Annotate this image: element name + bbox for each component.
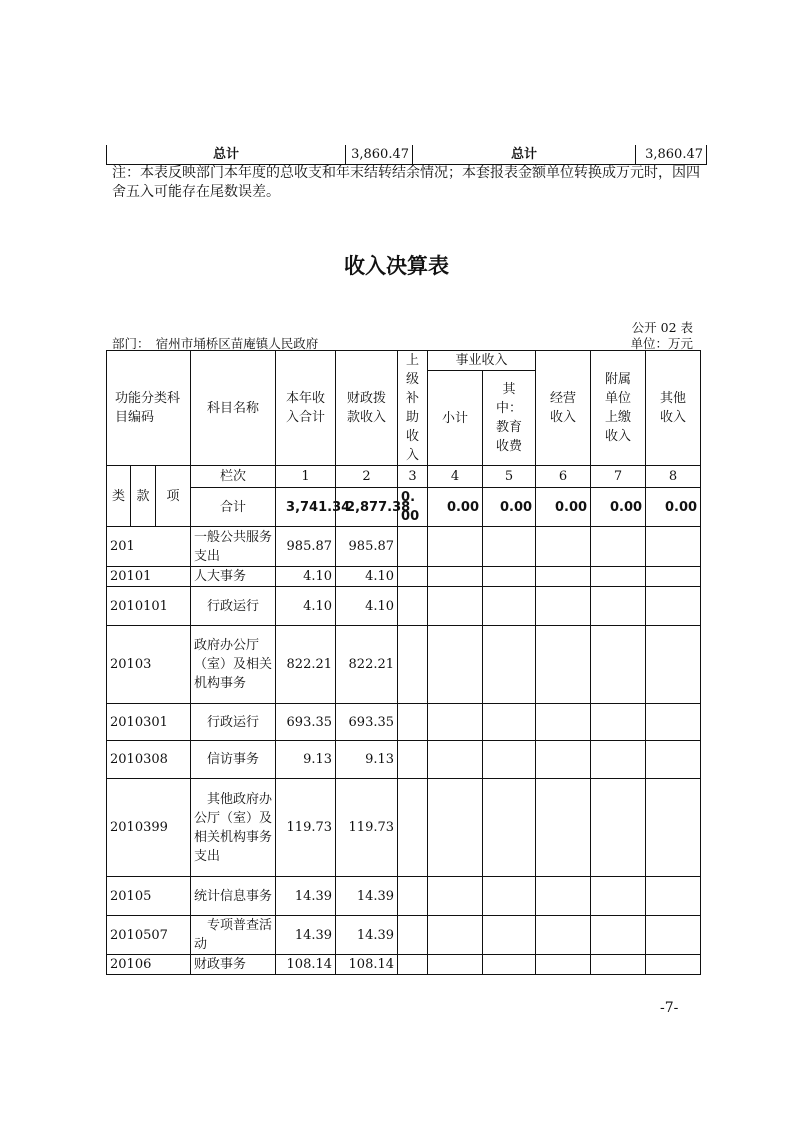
income-table <box>106 350 701 975</box>
row-fiscal: 119.73 <box>336 779 398 877</box>
row-name: 专项普查活动 <box>191 916 276 955</box>
empty-cell <box>483 955 536 975</box>
row-total: 4.10 <box>276 567 336 587</box>
header-total: 本年收入合计 <box>276 351 336 466</box>
row-total: 9.13 <box>276 741 336 779</box>
total-value: 0.00 <box>646 488 701 527</box>
empty-cell <box>646 877 701 916</box>
row-code: 2010301 <box>107 704 191 741</box>
empty-cell <box>398 741 428 779</box>
column-number: 6 <box>536 466 591 488</box>
header-subtotal: 小计 <box>428 371 483 466</box>
row-name: 一般公共服务支出 <box>191 527 276 567</box>
row-code: 20101 <box>107 567 191 587</box>
row-fiscal: 693.35 <box>336 704 398 741</box>
total-value: 2,877.38 <box>336 488 398 527</box>
empty-cell <box>483 916 536 955</box>
row-code: 2010399 <box>107 779 191 877</box>
empty-cell <box>591 741 646 779</box>
row-code: 2010101 <box>107 587 191 626</box>
column-number: 2 <box>336 466 398 488</box>
empty-cell <box>428 741 483 779</box>
empty-cell <box>646 741 701 779</box>
empty-cell <box>591 567 646 587</box>
row-total: 14.39 <box>276 916 336 955</box>
column-number: 4 <box>428 466 483 488</box>
header-name: 科目名称 <box>191 351 276 466</box>
empty-cell <box>536 741 591 779</box>
table-row <box>107 877 701 916</box>
header-business: 事业收入 <box>428 351 536 371</box>
table-row <box>107 741 701 779</box>
table-row <box>107 779 701 877</box>
empty-cell <box>536 587 591 626</box>
empty-cell <box>398 955 428 975</box>
total-value: 0.00 <box>428 488 483 527</box>
row-total: 693.35 <box>276 704 336 741</box>
header-lei: 类 <box>107 466 131 527</box>
empty-cell <box>536 916 591 955</box>
column-number: 1 <box>276 466 336 488</box>
empty-cell <box>591 527 646 567</box>
empty-cell <box>536 877 591 916</box>
row-fiscal: 985.87 <box>336 527 398 567</box>
empty-cell <box>536 567 591 587</box>
row-fiscal: 4.10 <box>336 587 398 626</box>
table-row <box>107 704 701 741</box>
total-value: 0.00 <box>591 488 646 527</box>
row-total: 108.14 <box>276 955 336 975</box>
row-name: 行政运行 <box>191 587 276 626</box>
total-row-label: 合计 <box>191 488 276 527</box>
page-title: 收入决算表 <box>344 254 449 278</box>
empty-cell <box>591 877 646 916</box>
row-fiscal: 108.14 <box>336 955 398 975</box>
header-code: 功能分类科目编码 <box>107 351 191 466</box>
row-code: 201 <box>107 527 191 567</box>
row-name: 行政运行 <box>191 704 276 741</box>
header-operating: 经营收入 <box>536 351 591 466</box>
empty-cell <box>646 916 701 955</box>
total-value-right: 3,860.47 <box>636 145 707 165</box>
table-row <box>107 955 701 975</box>
page-number: -7- <box>660 1000 679 1016</box>
row-code: 20106 <box>107 955 191 975</box>
row-fiscal: 4.10 <box>336 567 398 587</box>
total-value: 0.00 <box>398 488 428 527</box>
footnote: 注：本表反映部门本年度的总收支和年末结转结余情况；本套报表金额单位转换成万元时，因四舍五入可能存在尾数误差。 <box>112 165 700 200</box>
empty-cell <box>591 704 646 741</box>
empty-cell <box>428 916 483 955</box>
row-code: 20103 <box>107 626 191 704</box>
empty-cell <box>428 779 483 877</box>
column-number: 5 <box>483 466 536 488</box>
row-total: 119.73 <box>276 779 336 877</box>
empty-cell <box>646 587 701 626</box>
header-xiang: 项 <box>156 466 191 527</box>
empty-cell <box>428 877 483 916</box>
empty-cell <box>483 567 536 587</box>
empty-cell <box>398 567 428 587</box>
empty-cell <box>646 704 701 741</box>
empty-cell <box>398 779 428 877</box>
empty-cell <box>536 527 591 567</box>
row-fiscal: 14.39 <box>336 916 398 955</box>
empty-cell <box>483 779 536 877</box>
total-value: 0.00 <box>536 488 591 527</box>
row-name: 财政事务 <box>191 955 276 975</box>
empty-cell <box>646 567 701 587</box>
row-name: 统计信息事务 <box>191 877 276 916</box>
table-row <box>107 587 701 626</box>
row-name: 人大事务 <box>191 567 276 587</box>
row-total: 985.87 <box>276 527 336 567</box>
empty-cell <box>398 626 428 704</box>
header-affiliated: 附属单位上缴收入 <box>591 351 646 466</box>
empty-cell <box>483 704 536 741</box>
empty-cell <box>591 626 646 704</box>
empty-cell <box>398 704 428 741</box>
previous-table-total-row <box>106 145 707 165</box>
empty-cell <box>428 704 483 741</box>
header-education: 其中：教育收费 <box>483 371 536 466</box>
column-number: 3 <box>398 466 428 488</box>
row-fiscal: 14.39 <box>336 877 398 916</box>
row-name: 其他政府办公厅（室）及相关机构事务支出 <box>191 779 276 877</box>
empty-cell <box>646 955 701 975</box>
empty-cell <box>428 587 483 626</box>
row-fiscal: 9.13 <box>336 741 398 779</box>
row-name: 信访事务 <box>191 741 276 779</box>
row-fiscal: 822.21 <box>336 626 398 704</box>
empty-cell <box>483 877 536 916</box>
empty-cell <box>536 626 591 704</box>
row-code: 2010507 <box>107 916 191 955</box>
table-code: 公开 02 表 <box>631 320 693 335</box>
total-label-right: 总计 <box>413 145 636 165</box>
header-fiscal: 财政拨款收入 <box>336 351 398 466</box>
empty-cell <box>428 955 483 975</box>
table-row <box>107 916 701 955</box>
row-total: 14.39 <box>276 877 336 916</box>
empty-cell <box>591 779 646 877</box>
empty-cell <box>483 626 536 704</box>
total-value-left: 3,860.47 <box>346 145 413 165</box>
department: 部门： 宿州市埇桥区苗庵镇人民政府 <box>112 336 319 351</box>
total-label-left: 总计 <box>107 145 346 165</box>
row-total: 822.21 <box>276 626 336 704</box>
empty-cell <box>398 916 428 955</box>
empty-cell <box>398 587 428 626</box>
empty-cell <box>591 916 646 955</box>
row-code: 20105 <box>107 877 191 916</box>
empty-cell <box>591 587 646 626</box>
table-row <box>107 567 701 587</box>
empty-cell <box>483 527 536 567</box>
empty-cell <box>428 626 483 704</box>
table-row <box>107 626 701 704</box>
empty-cell <box>536 704 591 741</box>
empty-cell <box>536 779 591 877</box>
empty-cell <box>646 527 701 567</box>
empty-cell <box>536 955 591 975</box>
row-code: 2010308 <box>107 741 191 779</box>
table-row <box>107 527 701 567</box>
row-total: 4.10 <box>276 587 336 626</box>
empty-cell <box>483 587 536 626</box>
empty-cell <box>428 567 483 587</box>
empty-cell <box>483 741 536 779</box>
empty-cell <box>646 779 701 877</box>
column-number: 8 <box>646 466 701 488</box>
unit-label: 单位：万元 <box>630 336 693 351</box>
header-other: 其他收入 <box>646 351 701 466</box>
total-value: 0.00 <box>483 488 536 527</box>
empty-cell <box>646 626 701 704</box>
header-superior: 上级补助收入 <box>398 351 428 466</box>
header-kuan: 款 <box>131 466 156 527</box>
empty-cell <box>398 527 428 567</box>
column-number: 7 <box>591 466 646 488</box>
column-number-label: 栏次 <box>191 466 276 488</box>
empty-cell <box>591 955 646 975</box>
total-value: 3,741.34 <box>276 488 336 527</box>
row-name: 政府办公厅（室）及相关机构事务 <box>191 626 276 704</box>
empty-cell <box>398 877 428 916</box>
empty-cell <box>428 527 483 567</box>
